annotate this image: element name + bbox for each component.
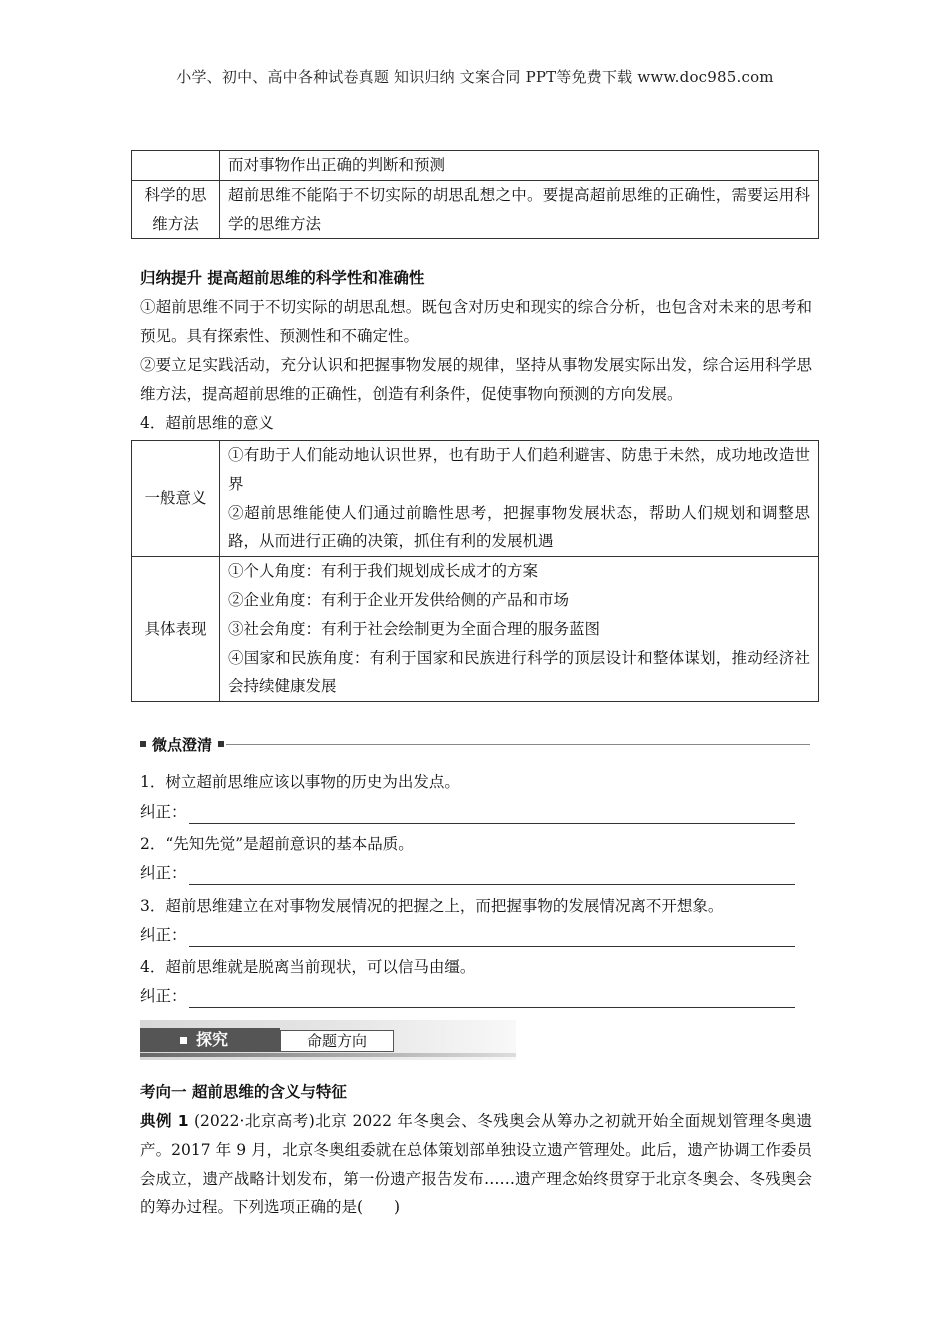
direction-tab: 命题方向	[280, 1030, 394, 1052]
cell-line: ②超前思维能使人们通过前瞻性思考，把握事物发展状态，帮助人们规划和调整思路，从而进行正确的决策，抓住有利的发展机遇	[228, 503, 810, 551]
correction-line	[140, 861, 795, 885]
clarify-item: 1．树立超前思维应该以事物的历史为出发点。	[140, 773, 460, 791]
correction-label: 纠正：	[140, 926, 187, 944]
table-cell: 超前思维不能陷于不切实际的胡思乱想之中。要提高超前思维的正确性，需要运用科学的思维方法	[220, 180, 819, 239]
table-row-key: 具体表现	[132, 557, 220, 702]
table-row	[132, 557, 819, 702]
example-label: 典例 1	[140, 1112, 189, 1130]
clarify-title: 微点澄清	[152, 735, 213, 754]
table-row-key: 科学的思维方法	[132, 180, 220, 239]
explore-banner	[140, 1020, 516, 1060]
table-cell	[220, 441, 819, 557]
table-cell: 而对事物作出正确的判断和预测	[220, 151, 819, 181]
answer-blank[interactable]	[189, 806, 795, 824]
summary-paragraph-2: ②要立足实践活动，充分认识和把握事物发展的规律，坚持从事物发展实际出发，综合运用科学思维方法，提高超前思维的正确性，创造有利条件，促使事物向预测的方向发展。	[140, 356, 812, 403]
square-bullet-icon	[218, 741, 224, 747]
answer-blank[interactable]	[189, 929, 795, 947]
answer-blank[interactable]	[189, 990, 795, 1008]
thinking-method-table	[131, 150, 819, 239]
clarify-section-header	[140, 734, 810, 754]
significance-table	[131, 440, 819, 702]
explore-label: 探究	[196, 1030, 229, 1049]
cell-line: ③社会角度：有利于社会绘制更为全面合理的服务蓝图	[228, 619, 601, 638]
summary-title: 归纳提升 提高超前思维的科学性和准确性	[140, 269, 425, 287]
table-row-key: 一般意义	[132, 441, 220, 557]
direction-title: 考向一 超前思维的含义与特征	[140, 1083, 347, 1101]
section-title: 4．超前思维的意义	[140, 414, 274, 432]
cell-line: ②企业角度：有利于企业开发供给侧的产品和市场	[228, 590, 570, 609]
answer-blank[interactable]	[189, 867, 795, 885]
explore-tab	[140, 1028, 280, 1052]
cell-line: ①个人角度：有利于我们规划成长成才的方案	[228, 562, 539, 581]
summary-paragraph-1: ①超前思维不同于不切实际的胡思乱想。既包含对历史和现实的综合分析，也包含对未来的思考和预见。具有探索性、预测性和不确定性。	[140, 298, 812, 345]
correction-label: 纠正：	[140, 864, 187, 882]
correction-line	[140, 800, 795, 824]
correction-line	[140, 923, 795, 947]
clarify-item: 3．超前思维建立在对事物发展情况的把握之上，而把握事物的发展情况离不开想象。	[140, 897, 724, 915]
square-bullet-icon	[140, 741, 146, 747]
table-row	[132, 151, 819, 181]
clarify-item: 2．“先知先觉”是超前意识的基本品质。	[140, 835, 414, 853]
example-text: (2022·北京高考)北京 2022 年冬奥会、冬残奥会从筹办之初就开始全面规划管理冬奥遗产。2017 年 9 月，北京冬奥组委就在总体策划部单独设立遗产管理处。此后，遗产协调工作委员会成立，遗产战略计划发布，第一份遗产报告发布……遗产理念始终贯穿于北京冬奥会、冬残奥会的筹办过程。下列选项正确的是( )	[140, 1112, 812, 1217]
example-paragraph	[140, 1107, 812, 1222]
table-row	[132, 441, 819, 557]
cell-line: ④国家和民族角度：有利于国家和民族进行科学的顶层设计和整体谋划，推动经济社会持续健康发展	[228, 648, 810, 696]
clarify-item: 4．超前思维就是脱离当前现状，可以信马由缰。	[140, 958, 476, 976]
cell-line: ①有助于人们能动地认识世界，也有助于人们趋利避害、防患于未然，成功地改造世界	[228, 446, 810, 493]
table-row	[132, 180, 819, 239]
correction-label: 纠正：	[140, 987, 187, 1005]
table-cell-empty	[132, 151, 220, 181]
table-cell	[220, 557, 819, 702]
correction-line	[140, 984, 795, 1008]
divider	[226, 744, 810, 745]
banner-underline	[140, 1053, 516, 1057]
page-header: 小学、初中、高中各种试卷真题 知识归纳 文案合同 PPT等免费下载 www.doc985.com	[176, 68, 774, 86]
correction-label: 纠正：	[140, 803, 187, 821]
square-bullet-icon	[180, 1037, 187, 1044]
